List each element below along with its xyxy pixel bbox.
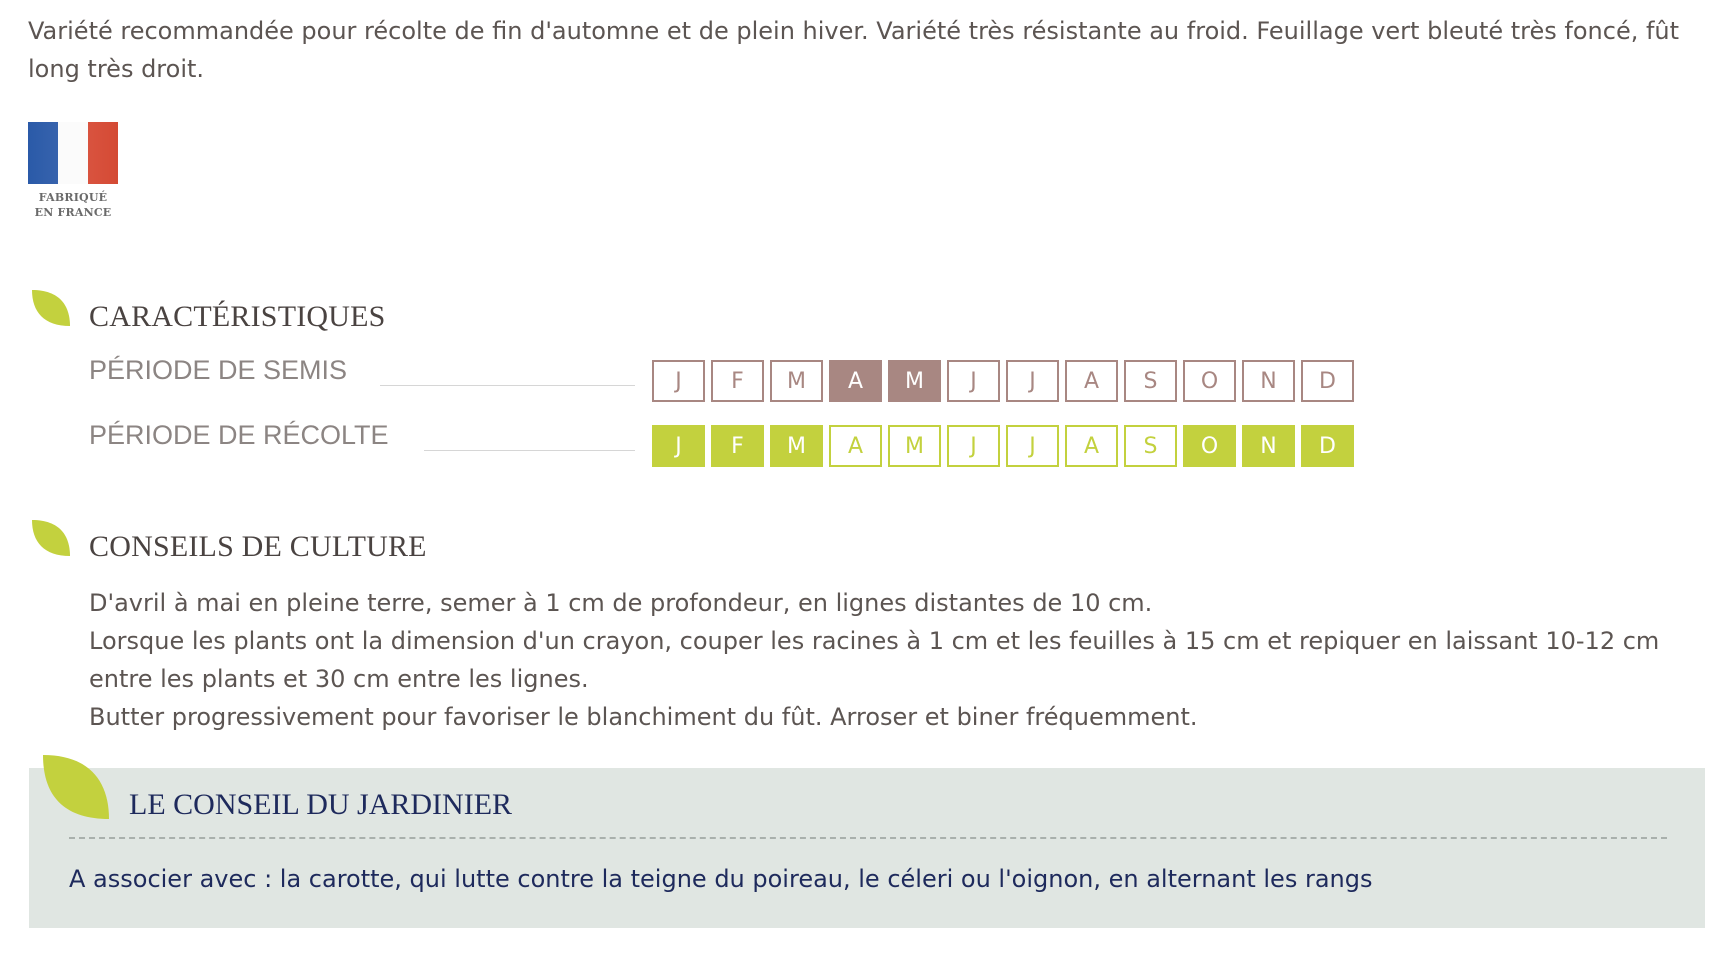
- harvest-month-grid: [652, 425, 1354, 467]
- badge-line-2: EN FRANCE: [34, 206, 112, 219]
- divider: [380, 385, 635, 386]
- harvest-month-10: O: [1183, 425, 1236, 467]
- harvest-period-label: PÉRIODE DE RÉCOLTE: [89, 420, 389, 450]
- culture-paragraph: Lorsque les plants ont la dimension d'un crayon, couper les racines à 1 cm et les feuilles à 15 cm et repiquer en laissant 10-12 cm entre les plants et 30 cm entre les lignes.: [89, 627, 1660, 693]
- dashed-divider: [69, 837, 1667, 839]
- harvest-month-5: M: [888, 425, 941, 467]
- section-title-culture: CONSEILS DE CULTURE: [89, 530, 427, 563]
- harvest-month-12: D: [1301, 425, 1354, 467]
- sowing-month-4: A: [829, 360, 882, 402]
- harvest-month-6: J: [947, 425, 1000, 467]
- sowing-month-6: J: [947, 360, 1000, 402]
- harvest-month-3: M: [770, 425, 823, 467]
- badge-line-1: FABRIQUÉ: [38, 191, 108, 204]
- french-flag-icon: [28, 122, 118, 184]
- culture-paragraph: D'avril à mai en pleine terre, semer à 1 cm de profondeur, en lignes distantes de 10 cm.: [89, 589, 1153, 617]
- culture-paragraph: Butter progressivement pour favoriser le blanchiment du fût. Arroser et biner fréquemment.: [89, 703, 1198, 731]
- culture-text: [89, 584, 1699, 736]
- gardener-tip-title: LE CONSEIL DU JARDINIER: [129, 788, 513, 821]
- sowing-month-5: M: [888, 360, 941, 402]
- sowing-month-grid: [652, 360, 1354, 402]
- sowing-month-9: S: [1124, 360, 1177, 402]
- sowing-month-3: M: [770, 360, 823, 402]
- leaf-icon: [40, 752, 112, 822]
- divider: [424, 450, 635, 451]
- sowing-period-label: PÉRIODE DE SEMIS: [89, 355, 348, 385]
- sowing-month-7: J: [1006, 360, 1059, 402]
- badge-text: [28, 190, 118, 220]
- leaf-icon: [30, 288, 72, 328]
- gardener-tip-text: A associer avec : la carotte, qui lutte contre la teigne du poireau, le céleri ou l'oignon, en alternant les rangs: [69, 865, 1373, 893]
- sowing-month-1: J: [652, 360, 705, 402]
- harvest-month-9: S: [1124, 425, 1177, 467]
- sowing-month-12: D: [1301, 360, 1354, 402]
- product-description: Variété recommandée pour récolte de fin d'automne et de plein hiver. Variété très résistante au froid. Feuillage vert bleuté très foncé, fût long très droit.: [28, 17, 1680, 83]
- sowing-month-8: A: [1065, 360, 1118, 402]
- sowing-month-11: N: [1242, 360, 1295, 402]
- harvest-month-2: F: [711, 425, 764, 467]
- leaf-icon: [30, 518, 72, 558]
- sowing-month-10: O: [1183, 360, 1236, 402]
- sowing-month-2: F: [711, 360, 764, 402]
- harvest-month-8: A: [1065, 425, 1118, 467]
- harvest-month-1: J: [652, 425, 705, 467]
- harvest-month-11: N: [1242, 425, 1295, 467]
- harvest-month-7: J: [1006, 425, 1059, 467]
- made-in-france-badge: [28, 122, 124, 220]
- section-title-caracteristiques: CARACTÉRISTIQUES: [89, 300, 386, 333]
- harvest-month-4: A: [829, 425, 882, 467]
